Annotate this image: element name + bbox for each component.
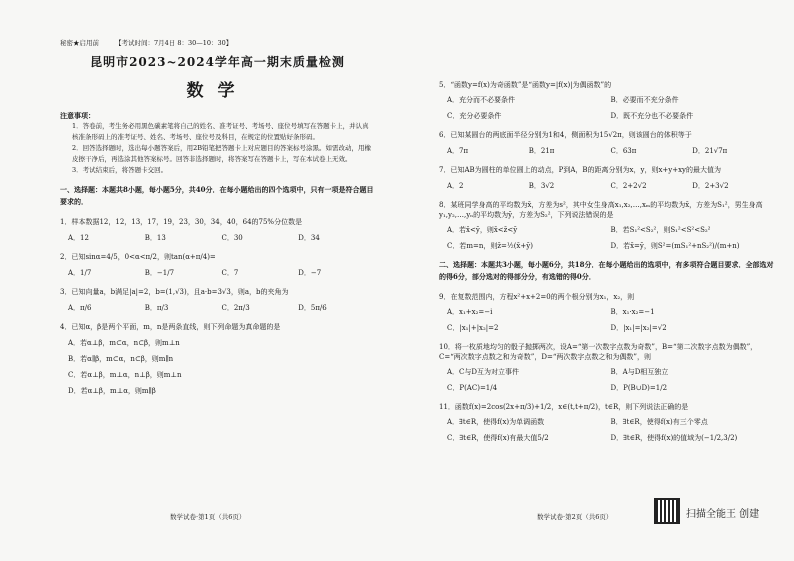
notice-block: [60, 111, 375, 176]
option: C．|x₁|+|x₂|=2: [447, 324, 499, 332]
option: B．3√2: [528, 182, 555, 190]
options-9: [447, 307, 774, 333]
question-8: 8．某班同学身高的平均数为x̄，方差为s²，其中女生身高x₁,x₂,…,xₘ的平均数为x̄，方差为S₁²，男生身高y₁,y₂,…,yₙ的平均数为ȳ，方差为S₂²，下列说法错误的是: [439, 201, 763, 219]
options-4: [68, 338, 375, 396]
option: D．若α⊥β，m⊥α，则m∥β: [68, 387, 156, 395]
option: C．30: [221, 234, 243, 242]
option: B．若α∥β，m⊂α，n⊂β，则m∥n: [68, 355, 174, 363]
options-10: [447, 367, 774, 393]
qr-code-icon: [654, 498, 680, 524]
options-8: [447, 225, 774, 251]
option: B．21π: [528, 147, 555, 155]
option: A．C与D互为对立事件: [447, 368, 520, 376]
option: D．−7: [298, 269, 322, 277]
option: C．若m=n，则z̄=½(x̄+ȳ): [447, 242, 533, 250]
question-10: 10．将一枚质地均匀的骰子抛掷两次，设A=“第一次数字点数为奇数”，B=“第二次数字点数为偶数”，C=“两次数字点数之和为奇数”，D=“两次数字点数之和为偶数”，则: [439, 343, 758, 361]
option: C．P(AC)=1/4: [447, 384, 498, 392]
page-footer: 数学试卷·第2页（共6页）: [537, 513, 613, 521]
option: C．2+2√2: [610, 182, 647, 190]
option: B．π/3: [144, 304, 169, 312]
question-5: 5．“函数y=f(x)为奇函数”是“函数y=|f(x)|为偶函数”的: [439, 81, 612, 89]
notice-heading: 注意事项：: [60, 111, 95, 120]
option: C．63π: [610, 147, 637, 155]
option: A．7π: [447, 147, 469, 155]
option: D．2+3√2: [692, 182, 729, 190]
question-9: 9．在复数范围内，方程x²+x+2=0的两个根分别为x₁，x₂，则: [439, 293, 635, 301]
option: A．1/7: [68, 269, 92, 277]
option: B．若S₁²<S₂²，则S₁²<S²<S₂²: [610, 226, 711, 234]
option: D．34: [298, 234, 320, 242]
option: C．若α⊥β，m⊥α，n⊥β，则m⊥n: [68, 371, 182, 379]
options-1: [68, 233, 375, 243]
question-3: 3．已知向量a，b满足|a|=2，b=(1,√3)，且a·b=3√3，则a，b的夹角为: [60, 288, 289, 296]
option: D．若x̄=ȳ，则S²=(mS₁²+nS₂²)/(m+n): [610, 242, 740, 250]
header-row: [60, 38, 375, 47]
subject-title: 数学: [186, 81, 249, 101]
question-2: 2．已知sinα=4/5，0<α<π/2，则tan(α+π/4)=: [60, 253, 216, 261]
secret-label: 秘密★启用前: [60, 39, 99, 47]
options-3: [68, 303, 375, 313]
option: A．若x̄<ȳ，则x̄<z̄<ȳ: [447, 226, 518, 234]
option: B．x₁·x₂=−1: [610, 308, 655, 316]
option: D．21√7π: [692, 147, 728, 155]
option: D．∃t∈R，使得f(x)的值域为(−1/2,3/2): [610, 434, 738, 442]
option: D．5π/6: [298, 304, 327, 312]
exam-time: 【考试时间：7月4日 8：30—10：30】: [115, 39, 233, 47]
option: A．2: [447, 182, 464, 190]
option: C．7: [221, 269, 239, 277]
option: A．12: [68, 234, 89, 242]
option: A．x₁+x₂=−i: [447, 308, 493, 316]
scanner-watermark: 扫描全能王 创建: [686, 509, 760, 520]
question-7: 7．已知AB为圆柱的单位圆上的动点，P到A，B的距离分别为x，y，则x+y+xy的最大值为: [439, 166, 721, 174]
option: A．若α⊥β，m⊂α，n⊂β，则m⊥n: [68, 339, 180, 347]
option: C．充分必要条件: [447, 112, 502, 120]
options-6: [447, 146, 774, 156]
section-heading: 二、选择题：本题共3小题，每小题6分，共18分．在每小题给出的选项中，有多项符合题目要求．全部选对的得6分，部分选对的得部分分，有选错的得0分．: [439, 260, 774, 281]
option: D．既不充分也不必要条件: [610, 112, 694, 120]
options-11: [447, 417, 774, 443]
options-7: [447, 181, 774, 191]
option: D．P(B∪D)=1/2: [610, 384, 668, 392]
option: A．π/6: [68, 304, 92, 312]
notice-item: 2．回答选择题时，选出每小题答案后，用2B铅笔把答题卡上对应题目的答案标号涂黑。如需改动，用橡皮擦干净后，再选涂其他答案标号。回答非选择题时，将答案写在答题卡上，写在本试卷上无效。: [72, 144, 372, 163]
options-5: [447, 95, 774, 121]
option: A．充分而不必要条件: [447, 96, 516, 104]
options-2: [68, 268, 375, 278]
option: B．∃t∈R，使得f(x)有三个零点: [610, 418, 708, 426]
notice-item: 3．考试结束后，将答题卡交回。: [72, 166, 168, 174]
section-heading: 一、选择题：本题共8小题，每小题5分，共40分．在每小题给出的四个选项中，只有一项是符合题目要求的．: [60, 185, 374, 206]
question-6: 6．已知某圆台的两底面半径分别为1和4，侧面积为15√2π，则该圆台的体积等于: [439, 131, 692, 139]
option: C．2π/3: [221, 304, 250, 312]
question-11: 11．函数f(x)=2cos(2x+π/3)+1/2，x∈(t,t+π/2)，t∈R，则下列说法正确的是: [439, 403, 689, 411]
page-footer: 数学试卷·第1页（共6页）: [170, 513, 246, 521]
option: D．|x₁|=|x₂|=√2: [610, 324, 667, 332]
exam-title: 昆明市2023~2024学年高一期末质量检测: [90, 55, 345, 69]
question-4: 4．已知α，β是两个平面，m，n是两条直线，则下列命题为真命题的是: [60, 323, 281, 331]
option: B．−1/7: [144, 269, 175, 277]
option: A．∃t∈R，使得f(x)为单调函数: [447, 418, 545, 426]
option: B．必要而不充分条件: [610, 96, 679, 104]
question-1: 1．样本数据12，12，13，17，19，23，30，34，40，64的75%分位数是: [60, 218, 303, 226]
option: B．13: [144, 234, 166, 242]
exam-page-2: [397, 0, 794, 561]
option: B．A与D相互独立: [610, 368, 669, 376]
notice-item: 1．答卷前，考生务必用黑色碳素笔将自己的姓名、准考证号、考场号、座位号填写在答题卡上，并认真核准条形码上的准考证号、姓名、考场号、座位号及科目，在规定的位置贴好条形码。: [72, 122, 369, 141]
option: C．∃t∈R，使得f(x)有最大值5/2: [447, 434, 549, 442]
